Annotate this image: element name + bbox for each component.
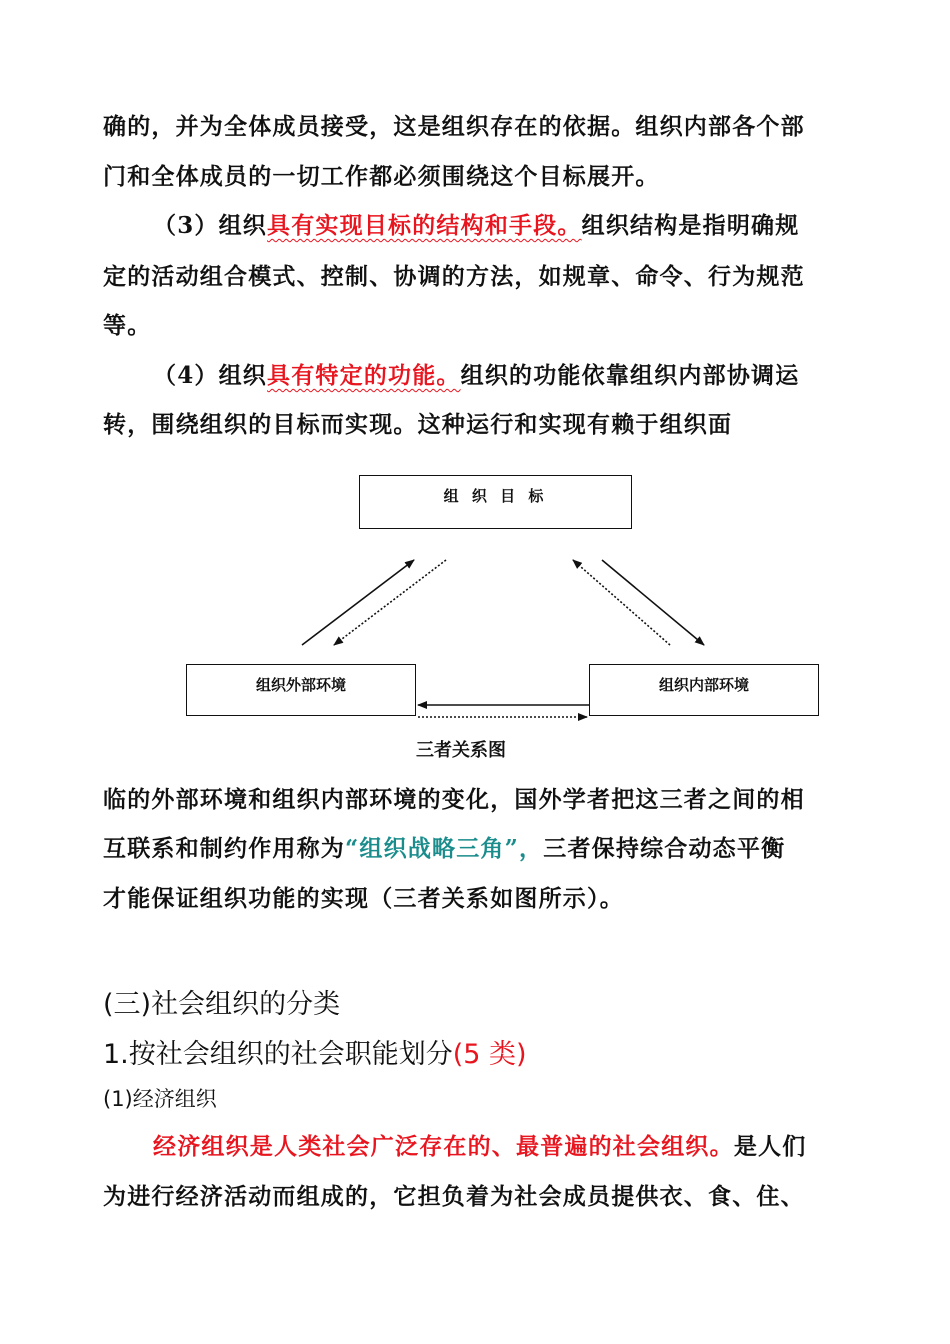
highlight-text: 具有实现目标的结构和手段。 [267, 212, 582, 239]
paragraph-text: 是人们 [733, 1133, 807, 1160]
arrow-external-to-goal [302, 560, 414, 645]
diagram-caption: 三者关系图 [416, 740, 506, 761]
paragraph-line: 确的，并为全体成员接受，这是组织存在的依据。组织内部各个部 [103, 113, 805, 140]
paragraph-line [103, 834, 847, 864]
paragraph-line: 为进行经济活动而组成的，它担负着为社会成员提供衣、食、住、 [103, 1183, 805, 1210]
box-internal-environment: 组织内部环境 [589, 664, 819, 716]
paragraph-4 [153, 361, 897, 391]
paragraph-line: 门和全体成员的一切工作都必须围绕这个目标展开。 [103, 163, 660, 190]
arrow-internal-to-goal-dotted [573, 560, 670, 645]
paragraph-line: 才能保证组织功能的实现（三者关系如图所示）。 [103, 885, 624, 912]
highlight-text: 具有特定的功能。 [267, 362, 461, 389]
paragraph-economic [153, 1132, 897, 1162]
paragraph-line: 临的外部环境和组织内部环境的变化，国外学者把这三者之间的相 [103, 786, 805, 813]
paragraph-text: 三者保持综合动态平衡 [543, 835, 786, 862]
section-heading: (三)社会组织的分类 [103, 989, 341, 1020]
highlight-text: 经济组织是人类社会广泛存在的、最普遍的社会组织。 [153, 1133, 734, 1160]
item-heading: (1)经济组织 [103, 1087, 217, 1111]
paragraph-line: 等。 [103, 312, 152, 339]
category-count: (5 类) [452, 1039, 527, 1070]
subheading-text: 1.按社会组织的社会职能划分 [103, 1039, 453, 1070]
paragraph-line: 转，围绕组织的目标而实现。这种运行和实现有赖于组织面 [103, 411, 733, 438]
box-external-environment: 组织外部环境 [186, 664, 416, 716]
quoted-term: “组织战略三角”， [345, 835, 544, 862]
item-number: （4）组织 [153, 362, 268, 389]
item-number: （3）组织 [153, 212, 268, 239]
paragraph-text: 组织结构是指明确规 [581, 212, 800, 239]
paragraph-text: 组织的功能依靠组织内部协调运 [460, 362, 800, 389]
subsection-heading [103, 1032, 527, 1071]
box-organization-goal: 组 织 目 标 [359, 475, 632, 529]
arrow-goal-to-internal [602, 560, 704, 645]
paragraph-3 [153, 211, 897, 241]
paragraph-text: 互联系和制约作用称为 [103, 835, 345, 862]
arrow-goal-to-external-dotted [334, 560, 446, 645]
paragraph-line: 定的活动组合模式、控制、协调的方法，如规章、命令、行为规范 [103, 263, 805, 290]
